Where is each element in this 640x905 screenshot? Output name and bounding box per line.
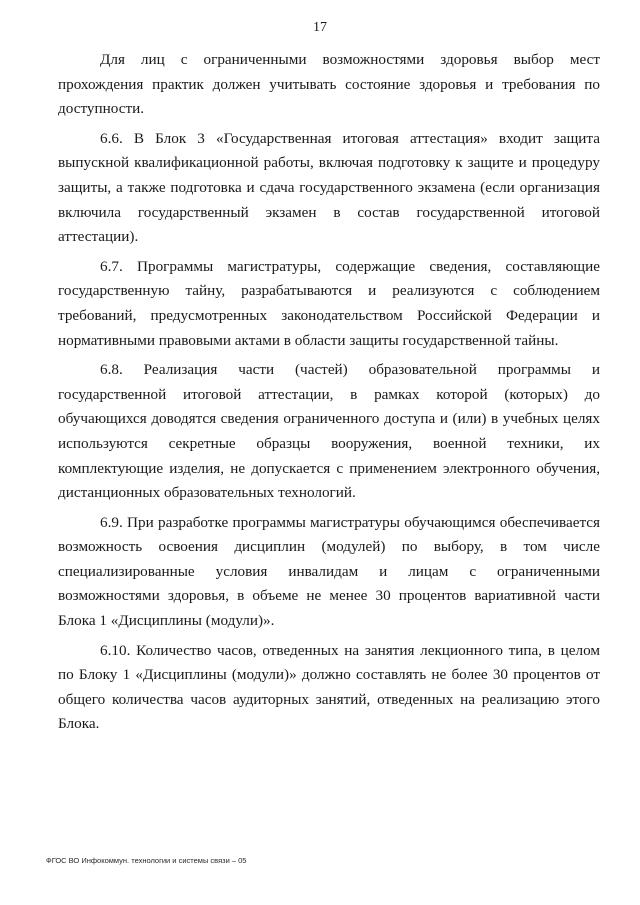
paragraph-6-7: 6.7. Программы магистратуры, содержащие сведения, составляющие государственную тайну, разрабатываются и реализуются с соблюдением требований, предусмотренных законодательством Российской Федерации и нормативными правовыми актами в области защиты государственной тайны. (58, 257, 600, 349)
paragraph-6-8: 6.8. Реализация части (частей) образовательной программы и государственной итоговой аттестации, в рамках которой (которых) до обучающихся доводятся сведения ограниченного доступа и (или) в учебных целях используются секретные образцы вооружения, военной техники, их комплектующие изделия, не допускается с применением электронного обучения, дистанционных образовательных технологий. (58, 361, 600, 502)
page-number: 17 (313, 20, 327, 35)
paragraph-6-6: 6.6. В Блок 3 «Государственная итоговая аттестация» входит защита выпускной квалификационной работы, включая подготовку к защите и процедуру защиты, а также подготовка и сдача государственного экзамена (если организация включила государственный экзамен в состав государственной итоговой аттестации). (58, 129, 600, 246)
paragraph-6-9: 6.9. При разработке программы магистратуры обучающимся обеспечивается возможность освоения дисциплин (модулей) по выбору, в том числе специализированные условия инвалидам и лицам с ограниченными возможностями здоровья, в объеме не менее 30 процентов вариативной части Блока 1 «Дисциплины (модули)». (58, 513, 600, 630)
paragraph-6-10: 6.10. Количество часов, отведенных на занятия лекционного типа, в целом по Блоку 1 «Дисциплины (модули)» должно составлять не более 30 процентов от общего количества часов аудиторных занятий, отведенных на реализацию этого Блока. (58, 641, 600, 733)
page-footer: ФГОС ВО Инфокоммун. технологии и системы связи – 05 (46, 856, 247, 865)
paragraph-disability-practice: Для лиц с ограниченными возможностями здоровья выбор мест прохождения практик должен учитывать состояние здоровья и требования по доступности. (58, 51, 600, 118)
document-body (58, 48, 600, 737)
